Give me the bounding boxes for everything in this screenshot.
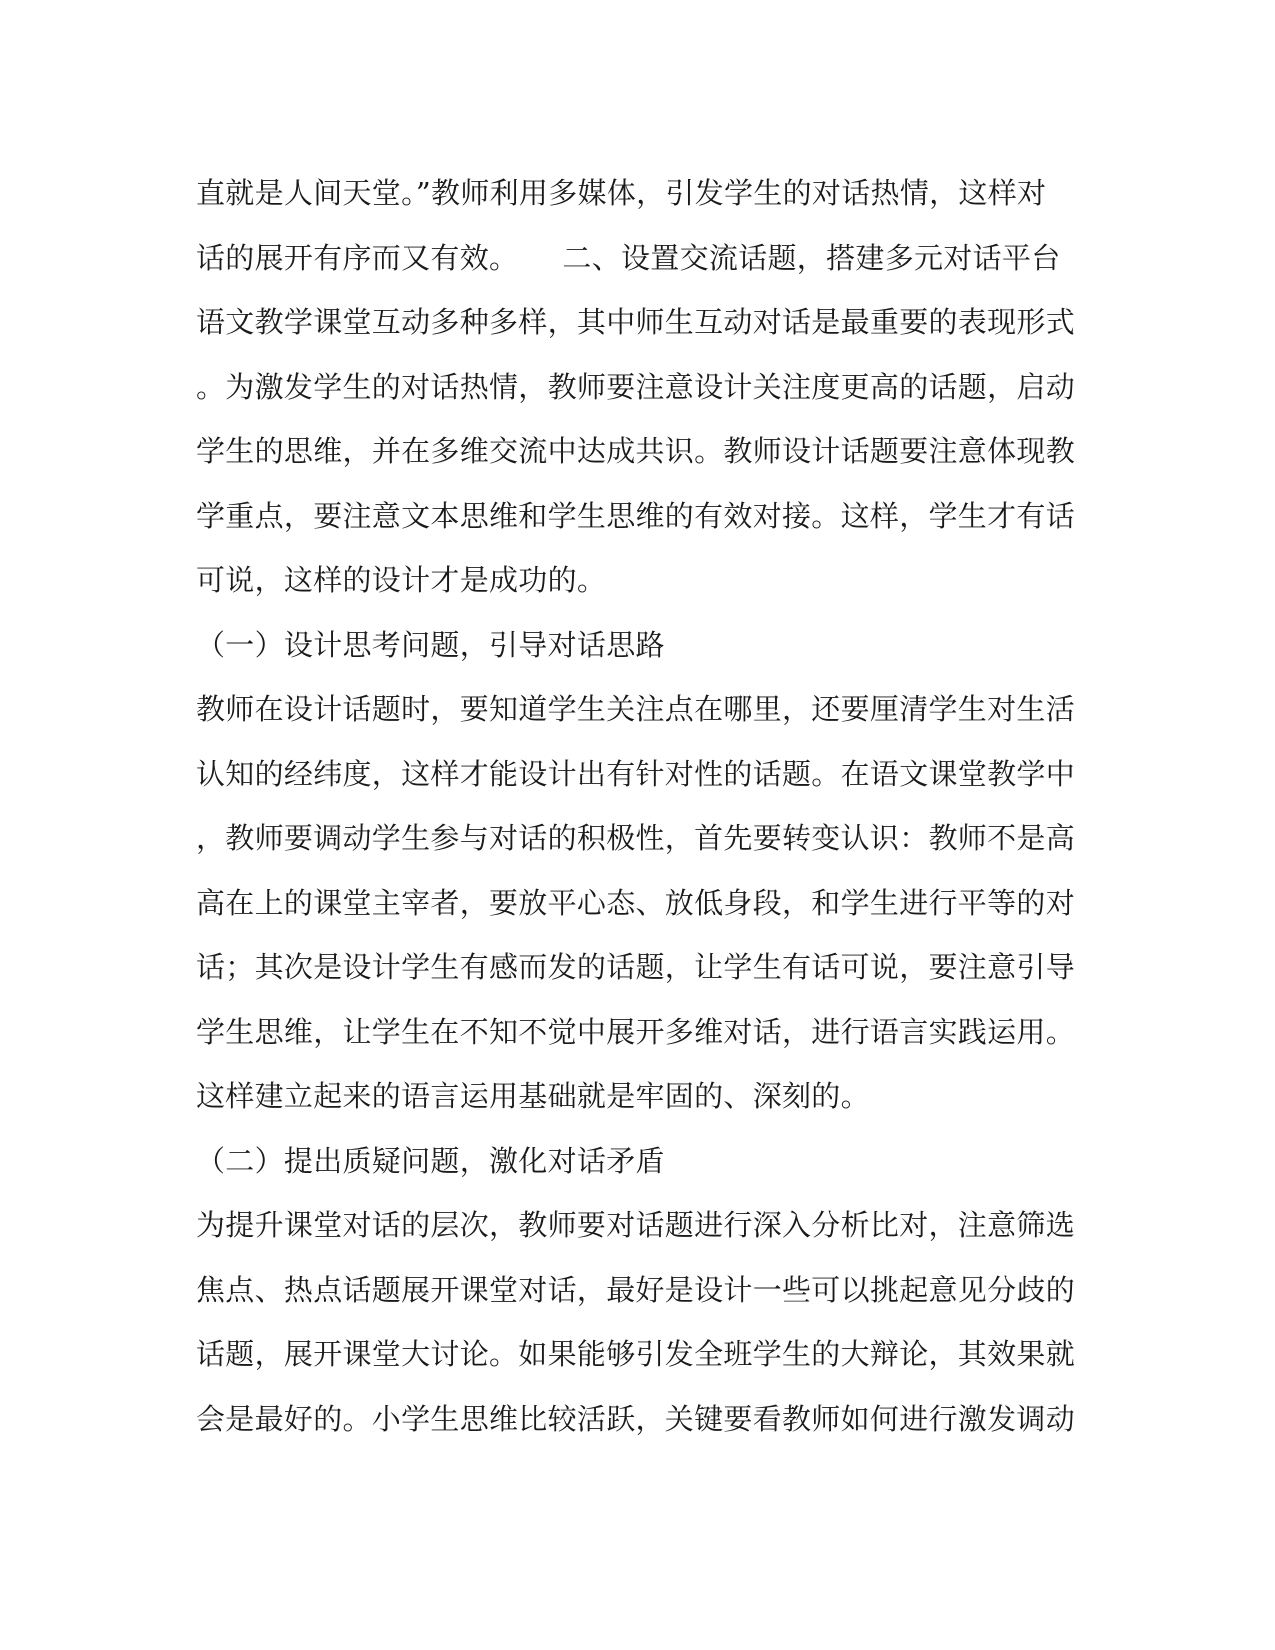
body-text — [196, 161, 1076, 1451]
text-line: 焦点、热点话题展开课堂对话，最好是设计一些可以挑起意见分歧的 — [196, 1272, 1076, 1307]
text-line: 这样建立起来的语言运用基础就是牢固的、深刻的。 — [196, 1079, 870, 1113]
text-line: 话的展开有序而又有效。 二、设置交流话题，搭建多元对话平台 — [196, 240, 1061, 275]
text-line: 直就是人间天堂。”教师利用多媒体，引发学生的对话热情，这样对 — [196, 176, 1047, 210]
text-line: 。为激发学生的对话热情，教师要注意设计关注度更高的话题，启动 — [196, 369, 1076, 404]
text-line: 认知的经纬度，这样才能设计出有针对性的话题。在语文课堂教学中 — [196, 756, 1076, 791]
text-line: 语文教学课堂互动多种多样，其中师生互动对话是最重要的表现形式 — [196, 305, 1076, 339]
text-line: 学生思维，让学生在不知不觉中展开多维对话，进行语言实践运用。 — [196, 1014, 1076, 1049]
text-line: 会是最好的。小学生思维比较活跃，关键要看教师如何进行激发调动 — [196, 1401, 1076, 1436]
text-line: 话题，展开课堂大讨论。如果能够引发全班学生的大辩论，其效果就 — [196, 1337, 1076, 1371]
text-line: 学重点，要注意文本思维和学生思维的有效对接。这样，学生才有话 — [196, 498, 1076, 533]
text-line: 可说，这样的设计才是成功的。 — [196, 563, 607, 597]
text-line: 话；其次是设计学生有感而发的话题，让学生有话可说，要注意引导 — [196, 950, 1076, 984]
text-line: 教师在设计话题时，要知道学生关注点在哪里，还要厘清学生对生活 — [196, 692, 1076, 726]
text-line: 学生的思维，并在多维交流中达成共识。教师设计话题要注意体现教 — [196, 434, 1076, 468]
text-line: 为提升课堂对话的层次，教师要对话题进行深入分析比对，注意筛选 — [196, 1208, 1076, 1242]
text-line: ，教师要调动学生参与对话的积极性，首先要转变认识：教师不是高 — [196, 821, 1076, 855]
text-line: 高在上的课堂主宰者，要放平心态、放低身段，和学生进行平等的对 — [196, 885, 1076, 920]
section-heading: （二）提出质疑问题，激化对话矛盾 — [196, 1143, 665, 1178]
section-heading: （一）设计思考问题，引导对话思路 — [196, 627, 665, 662]
